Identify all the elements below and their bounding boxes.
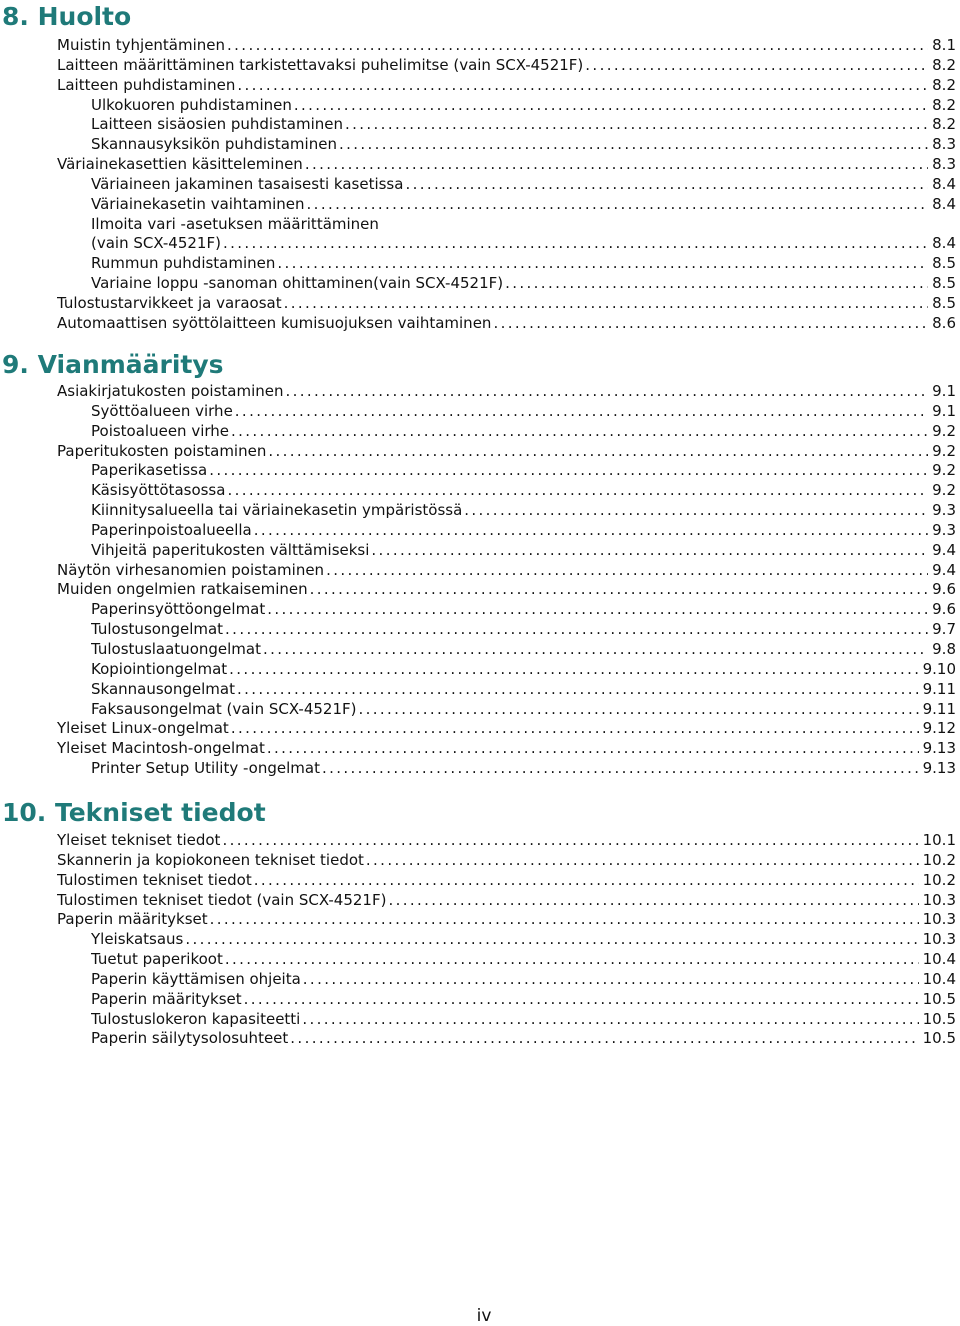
toc-entry-title: Kopiointiongelmat (91, 659, 228, 678)
toc-entry-title: Laitteen sisäosien puhdistaminen (91, 115, 343, 134)
toc-entry-title: Yleiset Linux-ongelmat (57, 719, 229, 738)
toc-entry-page: 9.11 (919, 680, 956, 700)
toc-list (0, 831, 960, 1049)
toc-entry[interactable] (57, 442, 960, 462)
toc-entry[interactable] (91, 620, 960, 640)
toc-entry-title: Syöttöalueen virhe (91, 401, 233, 420)
toc-entry[interactable] (91, 640, 960, 660)
dot-leader (229, 660, 918, 680)
toc-entry[interactable] (91, 402, 960, 422)
toc-entry[interactable] (57, 561, 960, 581)
toc-entry[interactable] (91, 461, 960, 481)
toc-entry-title: Paperin käyttämisen ohjeita (91, 969, 301, 988)
toc-entry-title: Printer Setup Utility -ongelmat (91, 759, 320, 778)
dot-leader (290, 1029, 918, 1049)
toc-entry-title: Paperin säilytysolosuhteet (91, 1029, 289, 1048)
toc-entry-title: Paperitukosten poistaminen (57, 441, 267, 460)
toc-entry[interactable] (57, 155, 960, 175)
dot-leader (223, 234, 928, 254)
toc-entry-page: 8.2 (928, 96, 956, 116)
toc-entry[interactable] (57, 36, 960, 56)
toc-entry-title: Paperinsyöttöongelmat (91, 600, 266, 619)
dot-leader (225, 950, 919, 970)
dot-leader (227, 481, 928, 501)
dot-leader (277, 254, 928, 274)
toc-entry[interactable] (91, 1010, 960, 1030)
toc-entry-page: 10.5 (919, 990, 956, 1010)
toc-entry[interactable] (57, 831, 960, 851)
toc-entry-page: 10.3 (919, 930, 956, 950)
toc-entry[interactable] (57, 294, 960, 314)
toc-entry[interactable] (91, 422, 960, 442)
toc-entry-page: 8.4 (928, 175, 956, 195)
toc-entry[interactable] (57, 851, 960, 871)
dot-leader (210, 910, 919, 930)
toc-entry[interactable] (91, 115, 960, 135)
dot-leader (366, 851, 919, 871)
dot-leader (225, 620, 928, 640)
toc-entry[interactable] (57, 719, 960, 739)
toc-entry[interactable] (91, 501, 960, 521)
dot-leader (294, 96, 928, 116)
dot-leader (371, 541, 928, 561)
toc-entry[interactable] (91, 700, 960, 720)
toc-entry-page: 9.1 (928, 382, 956, 402)
dot-leader (302, 1010, 918, 1030)
toc-entry-page: 9.3 (928, 521, 956, 541)
toc-entry[interactable] (57, 739, 960, 759)
toc-entry-title: Tuetut paperikoot (91, 950, 223, 969)
toc-entry-title: (vain SCX-4521F) (91, 234, 221, 253)
toc-entry[interactable] (91, 175, 960, 195)
toc-entry[interactable] (91, 195, 960, 215)
dot-leader (322, 759, 919, 779)
toc-entry[interactable] (57, 871, 960, 891)
dot-leader (286, 382, 929, 402)
toc-entry-page: 9.11 (919, 700, 956, 720)
toc-entry-title: Yleiset Macintosh-ongelmat (57, 739, 265, 758)
toc-entry-title: Skannausyksikön puhdistaminen (91, 135, 337, 154)
toc-entry-title: Faksausongelmat (vain SCX-4521F) (91, 699, 357, 718)
dot-leader (310, 580, 929, 600)
toc-entry[interactable] (91, 680, 960, 700)
toc-entry-page: 9.8 (928, 640, 956, 660)
toc-entry[interactable] (91, 135, 960, 155)
dot-leader (493, 314, 928, 334)
dot-leader (358, 700, 918, 720)
toc-entry[interactable] (91, 541, 960, 561)
toc-entry-title: Vihjeitä paperitukosten välttämiseksi (91, 540, 370, 559)
toc-entry-title: Skannausongelmat (91, 679, 235, 698)
toc-entry[interactable] (57, 891, 960, 911)
toc-entry-page: 9.2 (928, 481, 956, 501)
dot-leader (464, 501, 928, 521)
toc-entry-page: 8.1 (928, 36, 956, 56)
toc-entry-title: Väriainekasetin vaihtaminen (91, 194, 305, 213)
toc-entry-page: 9.2 (928, 461, 956, 481)
dot-leader (267, 600, 928, 620)
dot-leader (405, 175, 928, 195)
toc-entry-page: 10.4 (919, 970, 956, 990)
toc-entry-page: 8.5 (928, 274, 956, 294)
toc-entry-page: 9.4 (928, 561, 956, 581)
toc-entry[interactable] (91, 96, 960, 116)
toc-entry-page: 9.7 (928, 620, 956, 640)
toc-entry-title: Kiinnitysalueella tai väriainekasetin ympäristössä (91, 501, 463, 520)
toc-entry-title: Yleiskatsaus (91, 930, 184, 949)
toc-entry[interactable] (57, 56, 960, 76)
toc-entry[interactable] (91, 660, 960, 680)
toc-entry-page: 8.2 (928, 56, 956, 76)
toc-entry-title: Laitteen määrittäminen tarkistettavaksi puhelimitse (vain SCX-4521F) (57, 55, 584, 74)
toc-entry-title: Paperin määritykset (91, 989, 242, 1008)
toc-entry[interactable] (91, 600, 960, 620)
dot-leader (237, 76, 928, 96)
dot-leader (267, 739, 919, 759)
toc-entry-title: Rummun puhdistaminen (91, 254, 276, 273)
dot-leader (505, 274, 928, 294)
toc-entry-page: 10.2 (919, 871, 956, 891)
toc-entry-page: 9.13 (919, 759, 956, 779)
dot-leader (254, 871, 919, 891)
toc-section-tekniset-tiedot (0, 798, 960, 1049)
toc-list (0, 36, 960, 334)
toc-entry[interactable] (91, 521, 960, 541)
toc-list (0, 382, 960, 779)
dot-leader (345, 115, 928, 135)
toc-entry-page: 10.3 (919, 910, 956, 930)
dot-leader (209, 461, 928, 481)
toc-entry-title: Tulostusongelmat (91, 620, 224, 639)
dot-leader (585, 56, 928, 76)
toc-entry-page: 10.5 (919, 1010, 956, 1030)
toc-entry-page: 8.3 (928, 155, 956, 175)
toc-section-vianmaaritys (0, 350, 960, 779)
toc-entry-page: 8.2 (928, 76, 956, 96)
dot-leader (237, 680, 919, 700)
toc-entry-page: 9.4 (928, 541, 956, 561)
dot-leader (227, 36, 928, 56)
toc-entry-page: 10.5 (919, 1029, 956, 1049)
dot-leader (222, 831, 918, 851)
dot-leader (307, 195, 929, 215)
toc-entry-title: Paperinpoistoalueella (91, 520, 252, 539)
toc-entry-page: 10.1 (919, 831, 956, 851)
toc-entry-page: 9.13 (919, 739, 956, 759)
dot-leader (284, 294, 929, 314)
dot-leader (303, 970, 919, 990)
toc-entry[interactable] (91, 970, 960, 990)
toc-entry-page: 9.6 (928, 580, 956, 600)
dot-leader (339, 135, 928, 155)
section-heading: 10. Tekniset tiedot (2, 798, 266, 827)
toc-entry-page: 8.2 (928, 115, 956, 135)
dot-leader (388, 891, 918, 911)
toc-entry-title: Väriaineen jakaminen tasaisesti kasetissa (91, 174, 404, 193)
section-heading: 9. Vianmääritys (2, 350, 224, 379)
toc-entry-title: Tulostustarvikkeet ja varaosat (57, 293, 282, 312)
toc-section-huolto (0, 2, 960, 334)
toc-entry[interactable] (91, 759, 960, 779)
toc-entry-title: Tulostuslokeron kapasiteetti (91, 1009, 301, 1028)
dot-leader (326, 561, 928, 581)
toc-entry-page: 9.2 (928, 442, 956, 462)
toc-entry-title: Asiakirjatukosten poistaminen (57, 382, 284, 400)
toc-entry-title: Tulostimen tekniset tiedot (vain SCX-4521F) (57, 890, 387, 909)
toc-entry-title: Muistin tyhjentäminen (57, 36, 226, 54)
toc-entry-title: Väriainekasettien käsitteleminen (57, 155, 303, 174)
toc-entry-page: 8.5 (928, 294, 956, 314)
toc-entry-title: Variaine loppu -sanoman ohittaminen(vain SCX-4521F) (91, 274, 504, 293)
toc-entry[interactable] (57, 910, 960, 930)
toc-entry-page: 9.1 (928, 402, 956, 422)
toc-entry-page: 9.3 (928, 501, 956, 521)
toc-entry[interactable] (57, 580, 960, 600)
toc-entry[interactable] (91, 254, 960, 274)
dot-leader (244, 990, 919, 1010)
toc-entry-title: Paperin määritykset (57, 910, 208, 929)
toc-entry-title-line1[interactable]: Ilmoita vari -asetuksen määrittäminen (91, 214, 379, 233)
toc-entry-title: Yleiset tekniset tiedot (57, 831, 221, 849)
toc-entry-title: Tulostimen tekniset tiedot (57, 870, 252, 889)
toc-entry-title: Skannerin ja kopiokoneen tekniset tiedot (57, 850, 364, 869)
toc-entry-page: 8.4 (928, 195, 956, 215)
toc-entry[interactable] (91, 950, 960, 970)
toc-entry[interactable] (91, 1029, 960, 1049)
toc-entry-title: Käsisyöttötasossa (91, 481, 226, 500)
page-number: iv (476, 1306, 492, 1326)
dot-leader (185, 930, 918, 950)
dot-leader (254, 521, 928, 541)
toc-entry-title: Poistoalueen virhe (91, 421, 230, 440)
dot-leader (268, 442, 928, 462)
toc-entry[interactable] (91, 930, 960, 950)
toc-entry-page: 9.10 (919, 660, 956, 680)
toc-entry[interactable] (91, 234, 960, 254)
toc-entry-page: 10.3 (919, 891, 956, 911)
toc-entry-title: Tulostuslaatuongelmat (91, 639, 261, 658)
toc-entry-title: Ulkokuoren puhdistaminen (91, 95, 292, 114)
toc-entry-title: Muiden ongelmien ratkaiseminen (57, 580, 308, 599)
dot-leader (231, 719, 919, 739)
toc-entry[interactable] (57, 314, 960, 334)
toc-entry-title: Paperikasetissa (91, 461, 208, 480)
toc-entry[interactable] (91, 481, 960, 501)
toc-entry-page: 8.6 (928, 314, 956, 334)
toc-entry-page: 9.12 (919, 719, 956, 739)
dot-leader (305, 155, 928, 175)
dot-leader (235, 402, 928, 422)
toc-entry-title: Automaattisen syöttölaitteen kumisuojuksen vaihtaminen (57, 313, 492, 332)
toc-entry-page: 9.2 (928, 422, 956, 442)
toc-entry-page: 8.4 (928, 234, 956, 254)
toc-entry-page: 10.2 (919, 851, 956, 871)
toc-entry-page: 9.6 (928, 600, 956, 620)
dot-leader (231, 422, 928, 442)
toc-entry-page: 10.4 (919, 950, 956, 970)
toc-entry[interactable] (57, 382, 960, 402)
toc-entry-title: Näytön virhesanomien poistaminen (57, 560, 325, 579)
section-heading: 8. Huolto (2, 2, 132, 31)
toc-entry-page: 8.5 (928, 254, 956, 274)
toc-entry[interactable] (57, 76, 960, 96)
toc-entry[interactable] (91, 274, 960, 294)
toc-entry[interactable] (91, 990, 960, 1010)
dot-leader (263, 640, 928, 660)
toc-entry-title: Laitteen puhdistaminen (57, 75, 236, 94)
toc-entry-page: 8.3 (928, 135, 956, 155)
